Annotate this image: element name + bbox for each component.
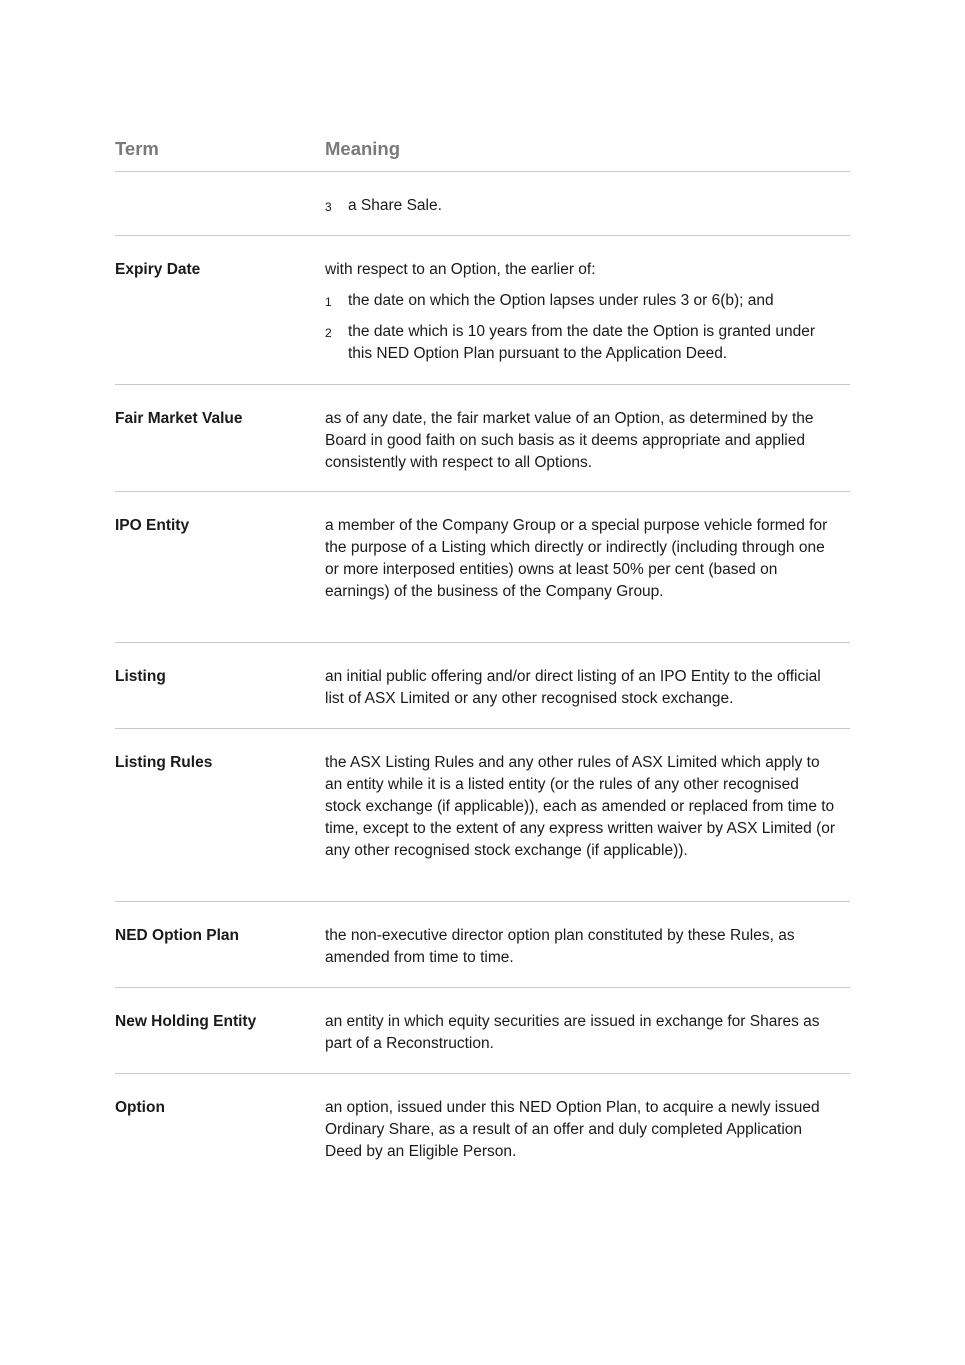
term-cell: NED Option Plan — [115, 927, 239, 944]
term-cell: Option — [115, 1099, 165, 1116]
meaning-intro: with respect to an Option, the earlier of: — [325, 261, 596, 278]
term-cell: IPO Entity — [115, 517, 190, 534]
term-cell: New Holding Entity — [115, 1013, 257, 1030]
list-item-number: 1 — [325, 295, 332, 309]
table-row — [115, 172, 850, 236]
meaning-cell: a member of the Company Group or a special purpose vehicle formed for the purpose of a Listing which directly or indirectly (including through one or more interposed entities) owns at least 50% per cent (based on earnings) of the business of the Company Group. — [325, 517, 828, 600]
list-item-text: a Share Sale. — [348, 197, 442, 214]
table-row — [115, 236, 850, 385]
meaning-cell: an option, issued under this NED Option Plan, to acquire a newly issued Ordinary Share, as a result of an offer and duly completed Application Deed by an Eligible Person. — [325, 1099, 820, 1160]
table-row — [115, 729, 850, 902]
meaning-cell — [325, 259, 835, 365]
table-row — [115, 902, 850, 988]
meaning-cell: an entity in which equity securities are issued in exchange for Shares as part of a Reconstruction. — [325, 1013, 820, 1052]
list-item — [325, 321, 835, 365]
term-cell: Listing — [115, 668, 166, 685]
meaning-cell — [325, 195, 835, 217]
meaning-cell: as of any date, the fair market value of an Option, as determined by the Board in good faith on such basis as it deems appropriate and applied consistently with respect to all Options. — [325, 410, 814, 471]
header-term: Term — [115, 138, 159, 159]
table-row — [115, 492, 850, 643]
list-item-text: the date which is 10 years from the date the Option is granted under this NED Option Plan pursuant to the Application Deed. — [348, 323, 815, 362]
list-item-number: 3 — [325, 200, 332, 214]
table-row — [115, 988, 850, 1074]
meaning-cell: an initial public offering and/or direct listing of an IPO Entity to the official list of ASX Limited or any other recognised stock exchange. — [325, 668, 821, 707]
list-item — [325, 195, 835, 217]
table-row — [115, 643, 850, 729]
list-item-number: 2 — [325, 326, 332, 340]
term-cell: Fair Market Value — [115, 410, 243, 427]
header-meaning: Meaning — [325, 138, 401, 159]
term-cell: Listing Rules — [115, 754, 213, 771]
table-header — [115, 138, 850, 172]
meaning-cell: the ASX Listing Rules and any other rules of ASX Limited which apply to an entity while it is a listed entity (or the rules of any other recognised stock exchange (if applicable)), each as amended or replaced from time to time, except to the extent of any express written waiver by ASX Limited (or any other recognised stock exchange (if applicable)). — [325, 754, 836, 859]
table-row — [115, 385, 850, 492]
meaning-cell: the non-executive director option plan constituted by these Rules, as amended from time to time. — [325, 927, 795, 966]
term-cell: Expiry Date — [115, 261, 201, 278]
list-item — [325, 290, 835, 312]
table-row — [115, 1074, 850, 1184]
list-item-text: the date on which the Option lapses under rules 3 or 6(b); and — [348, 292, 774, 309]
